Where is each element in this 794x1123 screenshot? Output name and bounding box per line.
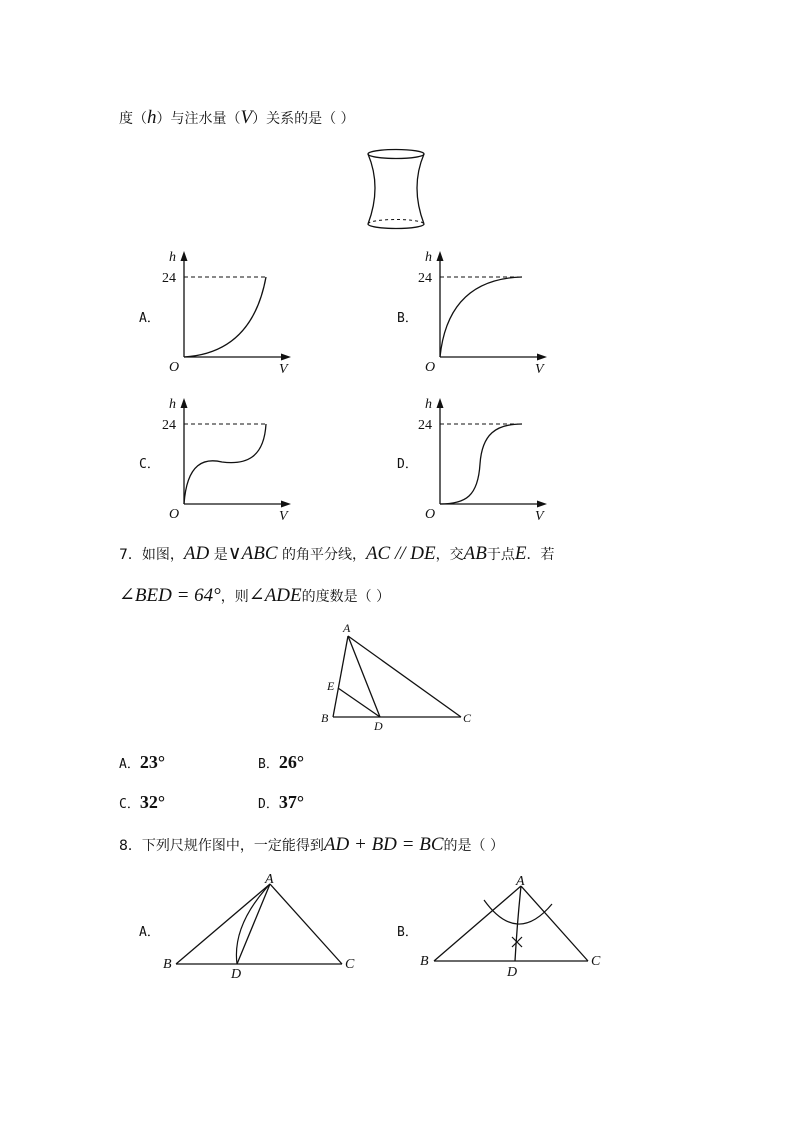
q7-if-text: ．若 xyxy=(526,547,555,563)
q6-option-b-label[interactable]: B． xyxy=(397,311,418,326)
graph-d[interactable] xyxy=(416,392,556,527)
q7-stem-line1 xyxy=(119,542,554,565)
q7-point-e: E xyxy=(514,543,527,564)
tick-label-24: 24 xyxy=(162,271,176,286)
curve-c xyxy=(184,424,266,504)
q6-v-variable: V xyxy=(240,107,253,128)
x-axis-arrow xyxy=(281,501,291,508)
q8-stem xyxy=(119,834,504,856)
axis-label-h: h xyxy=(169,250,176,265)
q7-is: 是 xyxy=(209,547,228,563)
origin-label: O xyxy=(425,507,436,522)
q7-option-b-label: B． xyxy=(258,757,279,772)
tick-label-24: 24 xyxy=(418,418,432,433)
y-axis-arrow xyxy=(181,251,188,261)
q7-then-text: ，则 xyxy=(220,589,249,605)
vessel-figure xyxy=(360,142,435,237)
vertex-label-a: A xyxy=(265,872,274,887)
y-axis-arrow xyxy=(181,398,188,408)
origin-label: O xyxy=(425,360,436,375)
q7-option-a-label: A． xyxy=(119,757,140,772)
q8-figure-a[interactable] xyxy=(160,870,365,985)
curve-b xyxy=(440,277,522,357)
q7-ab: AB xyxy=(463,543,487,564)
q6-stem-post: ）关系的是（ ） xyxy=(252,111,355,127)
q7-option-b[interactable] xyxy=(258,752,304,773)
curve-d xyxy=(440,424,522,504)
vertex-label-c: C xyxy=(463,711,472,725)
q7-option-d[interactable] xyxy=(258,792,304,813)
segment-ad xyxy=(237,884,270,964)
q7-stem-line2 xyxy=(119,584,390,607)
y-axis-arrow xyxy=(437,398,444,408)
origin-label: O xyxy=(169,507,180,522)
q8-figure-b[interactable] xyxy=(416,870,621,985)
q7-ask-text: 的度数是（ ） xyxy=(301,589,391,605)
side-ac xyxy=(521,886,588,961)
q6-stem-pre: 度（ xyxy=(119,111,147,127)
vertex-label-d: D xyxy=(374,719,383,733)
q8-equation: AD + BD = BC xyxy=(323,834,444,855)
q6-option-d-label[interactable]: D． xyxy=(397,457,418,472)
side-ab xyxy=(176,884,270,964)
side-ac xyxy=(270,884,342,964)
axis-label-v: V xyxy=(535,362,544,377)
vertex-label-b: B xyxy=(420,954,429,969)
q7-option-b-value: 26° xyxy=(278,752,305,772)
vessel-top-rim xyxy=(368,150,424,159)
vessel-left-side xyxy=(368,154,375,224)
vessel-bottom-front xyxy=(368,224,424,229)
q8-option-b-label[interactable]: B． xyxy=(397,925,418,940)
q7-meet-text: ，交 xyxy=(435,547,464,563)
side-ab xyxy=(333,636,348,717)
q7-triangle-abc: ∨ABC xyxy=(227,543,278,564)
vertex-label-b: B xyxy=(163,957,172,972)
vertex-label-d: D xyxy=(231,967,242,982)
tick-label-24: 24 xyxy=(418,271,432,286)
q6-h-variable: h xyxy=(147,107,157,128)
vertex-label-b: B xyxy=(321,711,329,725)
q7-option-c-value: 32° xyxy=(139,792,166,812)
vertex-label-c: C xyxy=(591,954,601,969)
side-ab xyxy=(434,886,521,961)
q6-option-a-label[interactable]: A． xyxy=(139,311,160,326)
q7-ac-parallel-de: AC // DE xyxy=(365,543,436,564)
vessel-right-side xyxy=(417,154,424,224)
x-axis-arrow xyxy=(281,354,291,361)
y-axis-arrow xyxy=(437,251,444,261)
q6-stem-mid: ）与注水量（ xyxy=(156,111,241,127)
q7-number: 7．如图， xyxy=(119,547,184,563)
axis-label-h: h xyxy=(169,397,176,412)
vessel-bottom-back xyxy=(368,220,424,225)
q7-triangle-figure xyxy=(318,620,478,735)
vertex-label-a: A xyxy=(516,874,525,889)
q7-at-text: 于点 xyxy=(486,547,515,563)
q8-ask-text: 的是（ ） xyxy=(443,838,504,854)
side-ac xyxy=(348,636,461,717)
q7-ad: AD xyxy=(183,543,210,564)
q8-number: 8．下列尺规作图中，一定能得到 xyxy=(119,838,324,854)
q7-option-a[interactable] xyxy=(119,752,165,773)
graph-c[interactable] xyxy=(160,392,300,527)
q6-stem xyxy=(119,107,355,129)
tick-label-24: 24 xyxy=(162,418,176,433)
q6-option-c-label[interactable]: C． xyxy=(139,457,160,472)
q7-option-d-label: D． xyxy=(258,797,279,812)
vertex-label-a: A xyxy=(343,621,351,635)
vertex-label-c: C xyxy=(345,957,355,972)
axis-label-h: h xyxy=(425,397,432,412)
q7-option-d-value: 37° xyxy=(278,792,305,812)
vertex-label-d: D xyxy=(507,965,518,980)
q7-bisector-text: 的角平分线， xyxy=(277,547,366,563)
q7-option-c-label: C． xyxy=(119,797,140,812)
graph-a[interactable] xyxy=(160,245,300,380)
q7-angle-bed: ∠BED = 64° xyxy=(119,585,221,606)
q7-angle-ade: ∠ADE xyxy=(248,585,302,606)
axis-label-v: V xyxy=(279,509,288,524)
x-axis-arrow xyxy=(537,501,547,508)
q8-option-a-label[interactable]: A． xyxy=(139,925,160,940)
axis-label-h: h xyxy=(425,250,432,265)
q7-option-a-value: 23° xyxy=(139,752,166,772)
vertex-label-e: E xyxy=(327,679,335,693)
x-axis-arrow xyxy=(537,354,547,361)
axis-label-v: V xyxy=(279,362,288,377)
axis-label-v: V xyxy=(535,509,544,524)
graph-b[interactable] xyxy=(416,245,556,380)
q7-option-c[interactable] xyxy=(119,792,165,813)
curve-a xyxy=(184,277,266,357)
origin-label: O xyxy=(169,360,180,375)
